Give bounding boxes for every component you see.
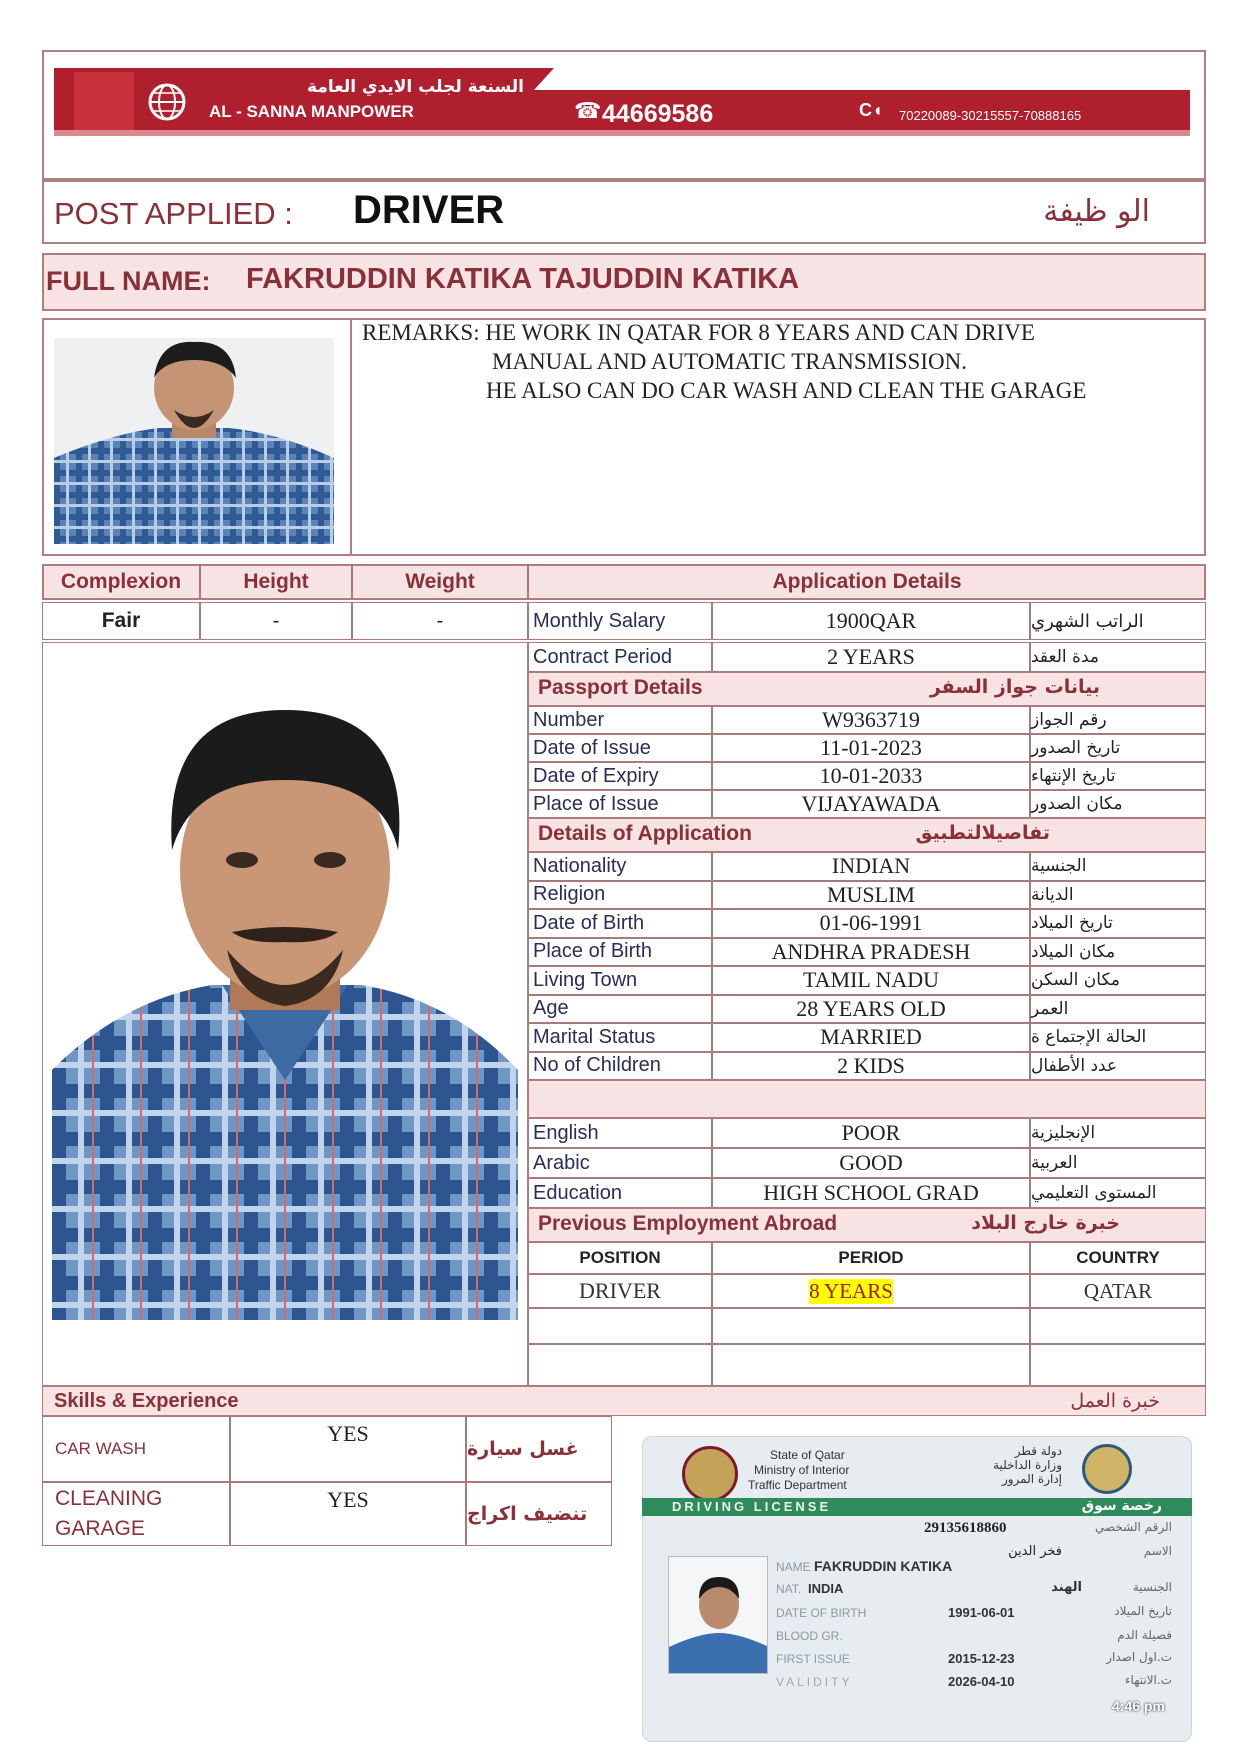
passport-row-value: 11-01-2023	[712, 734, 1030, 762]
license-dept-ar: إدارة المرور	[1001, 1472, 1062, 1486]
post-applied-value: DRIVER	[353, 188, 505, 232]
contract-value: 2 YEARS	[712, 642, 1030, 672]
license-name: FAKRUDDIN KATIKA	[814, 1558, 953, 1574]
license-number: 29135618860	[924, 1520, 1007, 1536]
application-row-value: INDIAN	[712, 852, 1030, 881]
gcc-emblem-icon	[1082, 1444, 1132, 1494]
application-row-label: Marital Status	[528, 1023, 712, 1052]
application-row-label-ar: الديانة	[1030, 881, 1206, 910]
language-row-label: Education	[528, 1178, 712, 1208]
license-dob-label-ar: تاريخ الميلاد	[1114, 1604, 1172, 1618]
license-name-label-ar: الاسم	[1143, 1544, 1172, 1558]
skills-title-ar: خبرة العمل	[1070, 1390, 1160, 1412]
license-state-ar: دولة قطر	[1014, 1444, 1062, 1458]
application-row-label-ar: العمر	[1030, 995, 1206, 1024]
application-row-label-ar: مكان السكن	[1030, 966, 1206, 995]
company-name-en: AL - SANNA MANPOWER	[209, 102, 414, 121]
license-first-issue-label-ar: ت.اول اصدار	[1106, 1650, 1172, 1664]
remarks-line-3: HE ALSO CAN DO CAR WASH AND CLEAN THE GARAGE	[486, 378, 1087, 403]
application-row-label: Date of Birth	[528, 909, 712, 938]
license-nat-label: NAT.	[776, 1582, 802, 1596]
application-title-ar: تفاصيلالتطبيق	[915, 822, 1050, 844]
license-blood-label-ar: فصيلة الدم	[1117, 1628, 1172, 1642]
employment-header-position: POSITION	[528, 1242, 712, 1274]
license-dob-label: DATE OF BIRTH	[776, 1606, 867, 1620]
language-row-label: Arabic	[528, 1148, 712, 1178]
application-row-label: Living Town	[528, 966, 712, 995]
company-name-ar: السنعة لجلب الايدي العامة	[307, 77, 524, 97]
application-row-label-ar: الحالة الإجتماع ة	[1030, 1023, 1206, 1052]
remarks-line-2: MANUAL AND AUTOMATIC TRANSMISSION.	[492, 349, 967, 374]
license-name-label: NAME	[776, 1560, 811, 1574]
application-row-value: 28 YEARS OLD	[712, 995, 1030, 1024]
license-state: State of Qatar	[770, 1448, 845, 1462]
passport-row-label: Date of Issue	[528, 734, 712, 762]
application-row-label-ar: الجنسية	[1030, 852, 1206, 881]
salary-label-ar: الراتب الشهري	[1030, 602, 1206, 640]
phone-number: 44669586	[602, 100, 714, 128]
application-row-label-ar: تاريخ الميلاد	[1030, 909, 1206, 938]
application-row-value: 01-06-1991	[712, 909, 1030, 938]
mobile-numbers: 70220089-30215557-70888165	[899, 108, 1082, 123]
employment-title-ar: خبرة خارج البلاد	[971, 1212, 1120, 1234]
license-nat-ar: الهند	[1051, 1580, 1082, 1595]
employment-period: 8 YEARS	[809, 1278, 893, 1303]
skills-title: Skills & Experience	[54, 1390, 239, 1412]
employment-country: QATAR	[1030, 1274, 1206, 1308]
license-validity-label: VALIDITY	[776, 1675, 853, 1689]
employment-header-country: COUNTRY	[1030, 1242, 1206, 1274]
driving-license-card	[642, 1436, 1192, 1742]
header-banner	[54, 68, 1190, 136]
language-row-value: GOOD	[712, 1148, 1030, 1178]
license-number-label-ar: الرقم الشخصي	[1095, 1520, 1172, 1534]
language-row-label-ar: المستوى التعليمي	[1030, 1178, 1206, 1208]
skill-cleaning-garage-label-ar: تنضيف اكراج	[466, 1482, 612, 1546]
blank-separator-band	[528, 1080, 1206, 1118]
passport-row-label-ar: تاريخ الإنتهاء	[1030, 762, 1206, 790]
full-name-value: FAKRUDDIN KATIKA TAJUDDIN KATIKA	[246, 263, 800, 295]
company-logo-icon	[144, 82, 190, 122]
language-row-label-ar: العربية	[1030, 1148, 1206, 1178]
license-ministry-ar: وزارة الداخلية	[993, 1458, 1062, 1472]
mobile-icon: C◖	[859, 100, 883, 120]
license-dept: Traffic Department	[748, 1478, 847, 1492]
license-ministry: Ministry of Interior	[754, 1463, 850, 1477]
photo-divider	[350, 318, 352, 556]
skill-car-wash-label-ar: غسل سيارة	[466, 1416, 612, 1482]
post-applied-label-ar: الو ظيفة	[1043, 194, 1150, 229]
employment-period-cell	[712, 1274, 1030, 1308]
skill-cleaning-garage-value: YES	[230, 1482, 466, 1546]
employment-header-period: PERIOD	[712, 1242, 1030, 1274]
phone-icon: ☎	[574, 98, 602, 123]
application-row-label: Nationality	[528, 852, 712, 881]
application-row-label-ar: مكان الميلاد	[1030, 938, 1206, 967]
employment-position: DRIVER	[528, 1274, 712, 1308]
contract-label-ar: مدة العقد	[1030, 642, 1206, 672]
application-row-value: TAMIL NADU	[712, 966, 1030, 995]
passport-row-label-ar: رقم الجواز	[1030, 706, 1206, 734]
application-row-label: No of Children	[528, 1052, 712, 1081]
complexion-value: Fair	[42, 602, 200, 640]
passport-row-label: Date of Expiry	[528, 762, 712, 790]
skill-car-wash-label: CAR WASH	[42, 1416, 230, 1482]
license-first-issue-label: FIRST ISSUE	[776, 1652, 850, 1666]
application-title: Details of Application	[538, 822, 752, 845]
employment-empty-cell	[528, 1344, 712, 1386]
qatar-emblem-icon	[682, 1446, 738, 1502]
applicant-photo-large	[52, 700, 518, 1320]
header-complexion: Complexion	[42, 564, 200, 600]
application-row-value: MUSLIM	[712, 881, 1030, 910]
license-nat: INDIA	[808, 1581, 844, 1596]
applicant-photo-small	[54, 338, 334, 544]
header-height: Height	[200, 564, 352, 600]
salary-value: 1900QAR	[712, 602, 1030, 640]
employment-empty-cell	[1030, 1344, 1206, 1386]
license-validity-label-ar: ت.الانتهاء	[1124, 1673, 1172, 1687]
post-applied-label: POST APPLIED :	[54, 196, 293, 231]
license-validity: 2026-04-10	[948, 1674, 1015, 1689]
license-photo	[668, 1556, 768, 1674]
passport-row-value: W9363719	[712, 706, 1030, 734]
passport-row-label: Number	[528, 706, 712, 734]
passport-row-value: VIJAYAWADA	[712, 790, 1030, 818]
employment-title: Previous Employment Abroad	[538, 1212, 838, 1235]
passport-title-ar: بيانات جواز السفر	[929, 676, 1100, 698]
full-name-label: FULL NAME:	[46, 266, 211, 296]
language-row-label-ar: الإنجليزية	[1030, 1118, 1206, 1148]
height-value: -	[200, 602, 352, 640]
application-row-label: Place of Birth	[528, 938, 712, 967]
application-row-label: Age	[528, 995, 712, 1024]
passport-title: Passport Details	[538, 676, 703, 699]
skill-cleaning-garage-label: CLEANING GARAGE	[42, 1482, 230, 1546]
license-first-issue: 2015-12-23	[948, 1651, 1015, 1666]
employment-empty-cell	[712, 1344, 1030, 1386]
salary-label: Monthly Salary	[528, 602, 712, 640]
license-dob: 1991-06-01	[948, 1605, 1015, 1620]
passport-row-label: Place of Issue	[528, 790, 712, 818]
license-blood-label: BLOOD GR.	[776, 1629, 843, 1643]
application-details-title: Application Details	[528, 564, 1206, 600]
passport-row-value: 10-01-2033	[712, 762, 1030, 790]
employment-empty-cell	[528, 1308, 712, 1344]
passport-row-label-ar: مكان الصدور	[1030, 790, 1206, 818]
passport-row-label-ar: تاريخ الصدور	[1030, 734, 1206, 762]
license-title-ar: رخصة سوق	[1081, 1498, 1162, 1514]
application-row-value: MARRIED	[712, 1023, 1030, 1052]
application-row-label-ar: عدد الأطفال	[1030, 1052, 1206, 1081]
skill-car-wash-value: YES	[230, 1416, 466, 1482]
employment-empty-cell	[712, 1308, 1030, 1344]
application-row-label: Religion	[528, 881, 712, 910]
application-row-value: ANDHRA PRADESH	[712, 938, 1030, 967]
contract-label: Contract Period	[528, 642, 712, 672]
weight-value: -	[352, 602, 528, 640]
language-row-label: English	[528, 1118, 712, 1148]
license-title: DRIVING LICENSE	[672, 1499, 832, 1514]
employment-empty-cell	[1030, 1308, 1206, 1344]
application-row-value: 2 KIDS	[712, 1052, 1030, 1081]
photo-timestamp: 4:46 pm	[1112, 1698, 1165, 1714]
language-row-value: POOR	[712, 1118, 1030, 1148]
header-weight: Weight	[352, 564, 528, 600]
remarks-line-1: REMARKS: HE WORK IN QATAR FOR 8 YEARS AND CAN DRIVE	[362, 320, 1035, 345]
license-name-ar: فخر الدين	[1008, 1544, 1062, 1559]
license-nat-label-ar: الجنسية	[1132, 1580, 1172, 1594]
language-row-value: HIGH SCHOOL GRAD	[712, 1178, 1030, 1208]
